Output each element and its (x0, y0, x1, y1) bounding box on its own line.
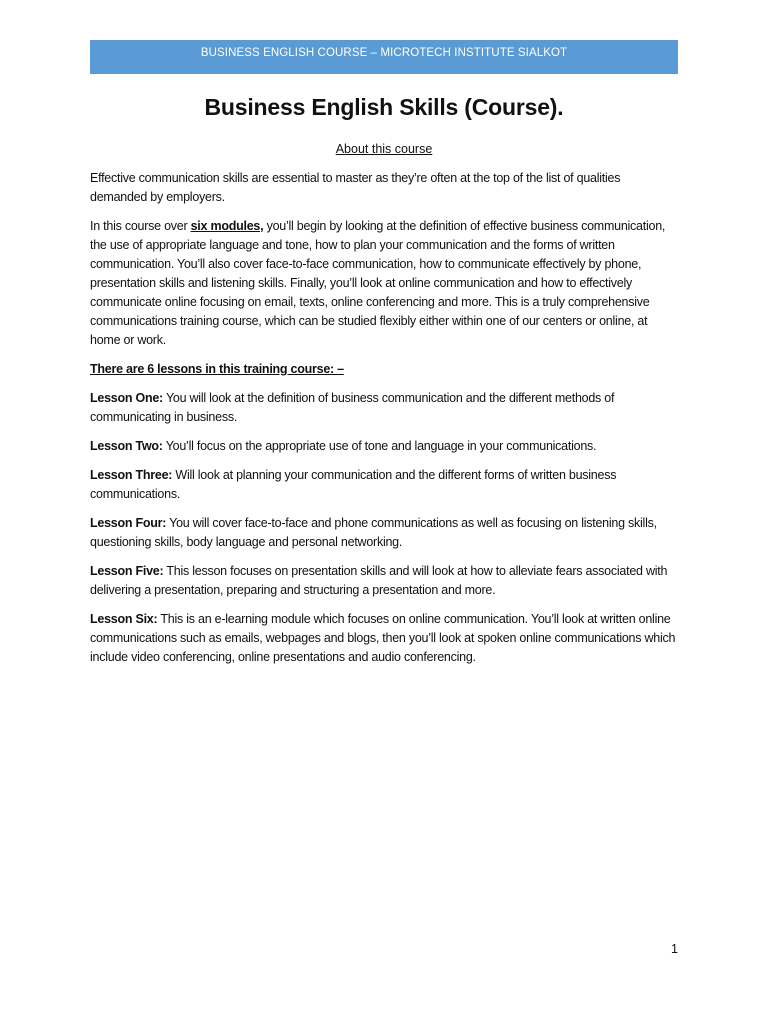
running-header (90, 40, 678, 74)
lesson-description: You will cover face-to-face and phone communications as well as focusing on listening skills, questioning skills, body language and personal networking. (90, 516, 657, 549)
lesson-description: You’ll focus on the appropriate use of tone and language in your communications. (162, 439, 597, 453)
lesson-label: Lesson Five: (90, 564, 164, 578)
about-heading: About this course (335, 142, 433, 156)
lesson-paragraph (90, 389, 680, 427)
overview-paragraph (90, 217, 680, 350)
intro-paragraph: Effective communication skills are essential to master as they’re often at the top of the list of qualities demanded by employers. (90, 171, 621, 204)
lesson-paragraph (90, 466, 680, 504)
lesson-description: Will look at planning your communication and the different forms of written business communications. (90, 468, 617, 501)
lesson-label: Lesson Three: (90, 468, 173, 482)
six-modules-emphasis: six modules, (190, 219, 264, 233)
document-title: Business English Skills (Course). (204, 94, 564, 120)
lesson-label: Lesson One: (90, 391, 163, 405)
running-header-text: BUSINESS ENGLISH COURSE – MICROTECH INSTITUTE SIALKOT (200, 47, 568, 59)
lesson-description: This is an e-learning module which focuses on online communication. You’ll look at written online communications such as emails, webpages and blogs, then you’ll look at spoken online communications which include video conferencing, online presentations and audio conferencing. (90, 612, 676, 664)
overview-suffix: you’ll begin by looking at the definition of effective business communication, the use of appropriate language and tone, how to plan your communication and the forms of written communication. You’ll also cover face-to-face communication, how to communicate effectively by phone, presentation skills and listening skills. Finally, you’ll look at online communication and how to effectively communicate online focusing on email, texts, online conferencing and more. This is a truly comprehensive communications training course, which can be studied flexibly either within one of our centers or online, at home or work. (90, 219, 666, 347)
lesson-paragraph (90, 562, 680, 600)
lesson-label: Lesson Four: (90, 516, 167, 530)
lesson-paragraph (90, 437, 680, 456)
lesson-paragraph (90, 610, 680, 667)
lessons-heading: There are 6 lessons in this training course: – (90, 362, 344, 376)
lesson-label: Lesson Two: (90, 439, 163, 453)
overview-prefix: In this course over (90, 219, 191, 233)
lesson-label: Lesson Six: (90, 612, 158, 626)
document-body (90, 169, 680, 677)
lesson-description: You will look at the definition of business communication and the different methods of communicating in business. (90, 391, 615, 424)
lesson-description: This lesson focuses on presentation skills and will look at how to alleviate fears associated with delivering a presentation, preparing and structuring a presentation and more. (90, 564, 668, 597)
page-number: 1 (671, 942, 678, 956)
lesson-paragraph (90, 514, 680, 552)
